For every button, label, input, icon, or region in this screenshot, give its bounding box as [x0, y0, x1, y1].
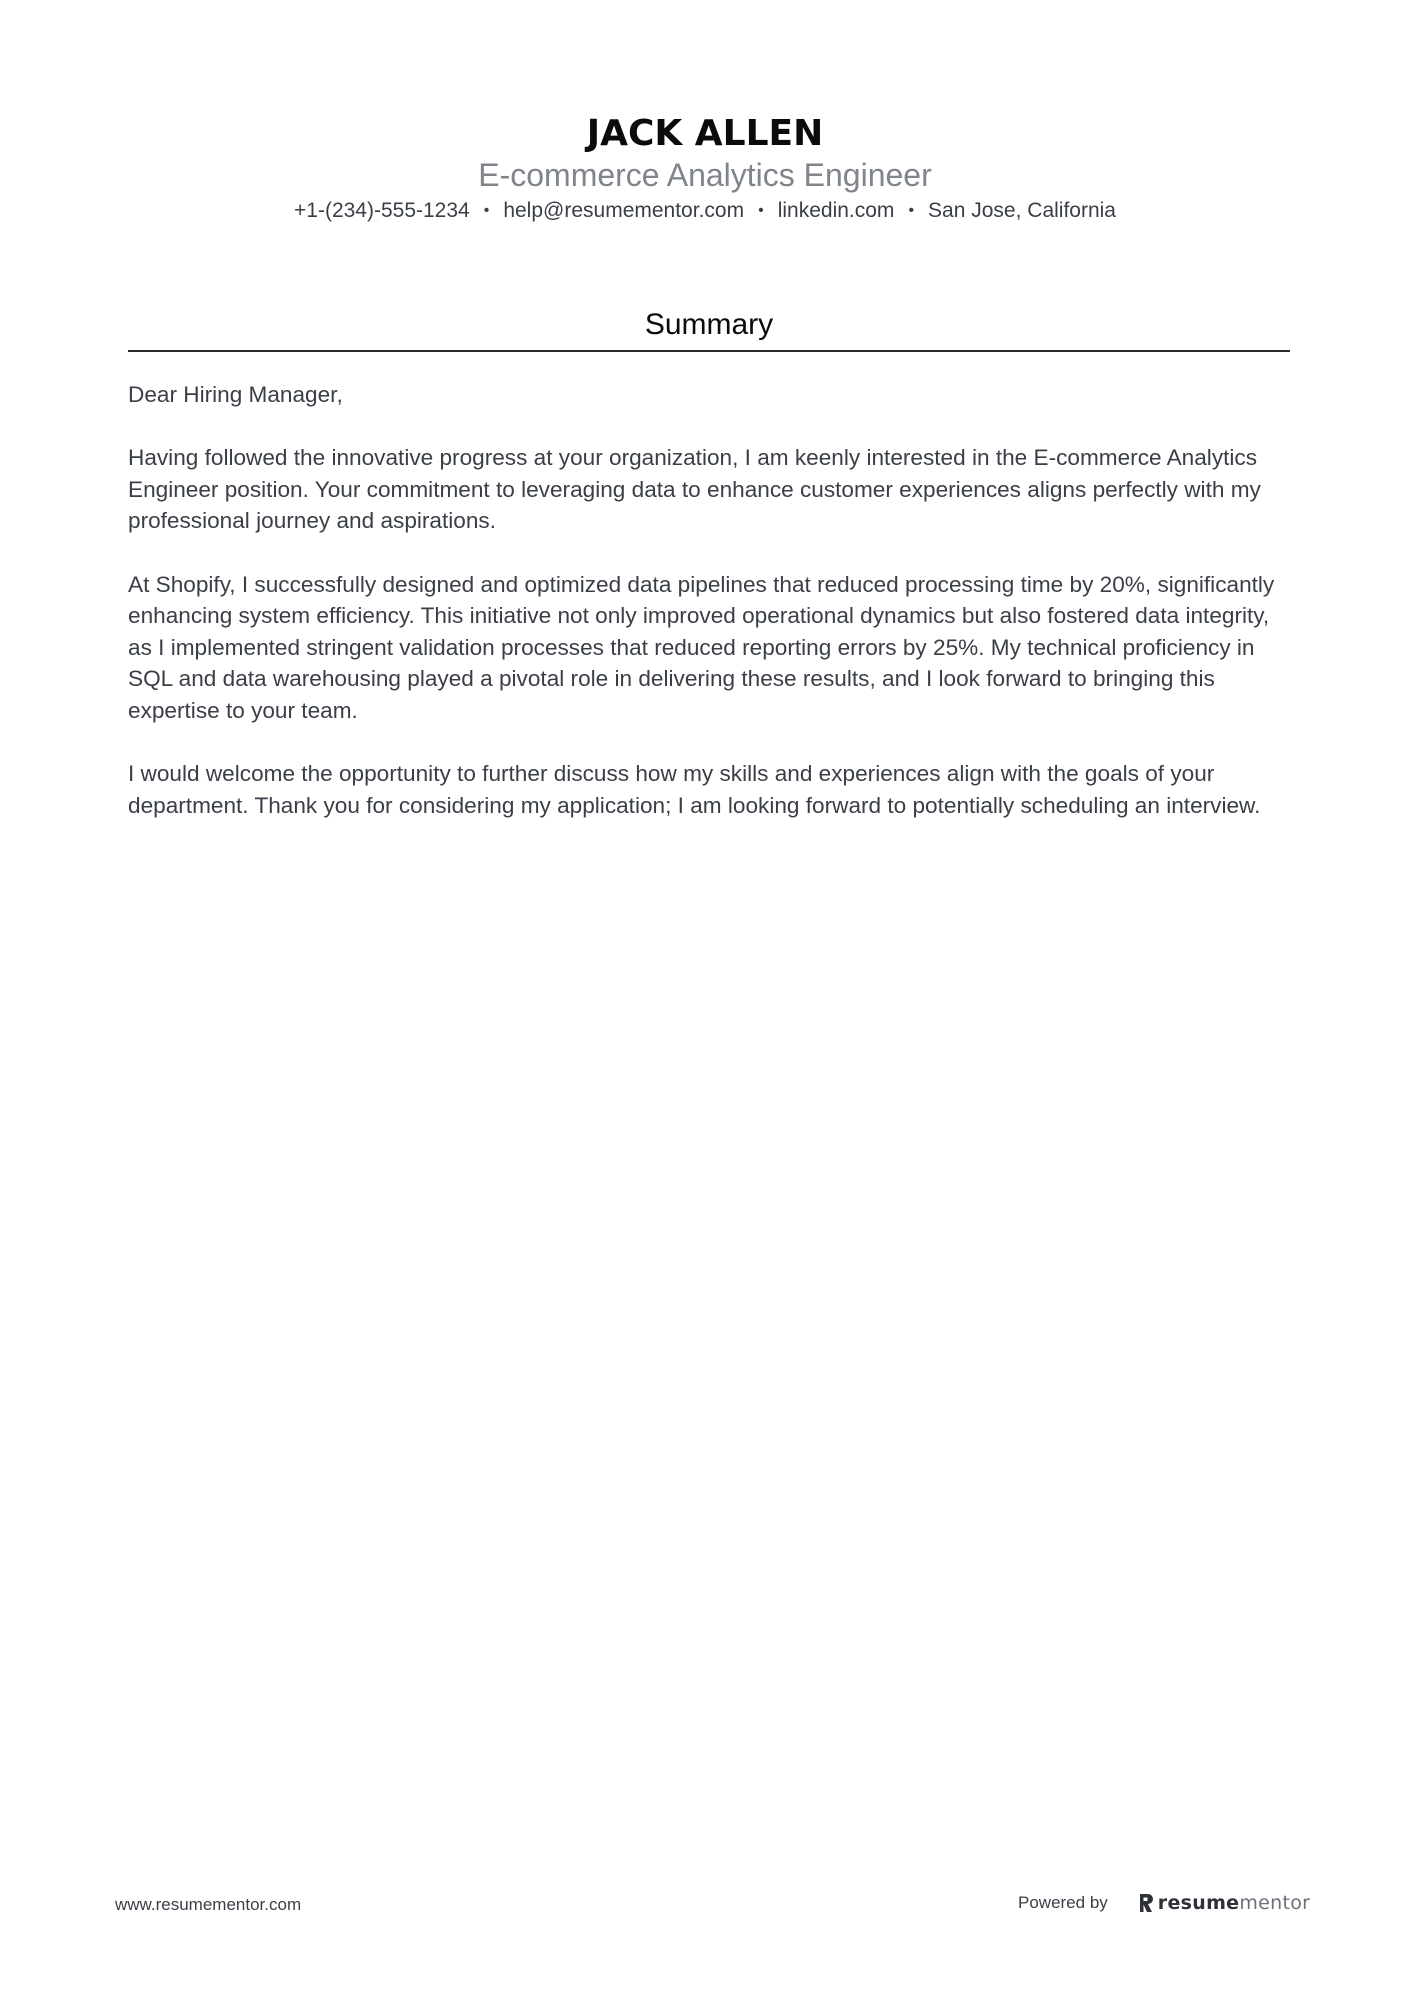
powered-by-label: Powered by: [1018, 1893, 1108, 1912]
contact-email[interactable]: help@resumementor.com: [503, 199, 745, 222]
contact-phone: +1-(234)-555-1234: [294, 199, 470, 222]
resumementor-logo[interactable]: [1138, 1892, 1311, 1914]
footer-branding: [1018, 1889, 1310, 1917]
cover-letter-body: [128, 379, 1290, 853]
job-title: E-commerce Analytics Engineer: [478, 157, 932, 193]
separator-dot: •: [908, 202, 915, 219]
contact-linkedin[interactable]: linkedin.com: [777, 199, 895, 222]
body-paragraph: At Shopify, I successfully designed and optimized data pipelines that reduced processing time by 20%, significantly enhancing system efficiency. This initiative not only improved operational dynamics but also fostered data integrity, as I implemented stringent validation processes that reduced reporting errors by 25%. My technical proficiency in SQL and data warehousing played a pivotal role in delivering these results, and I look forward to bringing this expertise to your team.: [128, 571, 1275, 723]
contact-location: San Jose, California: [928, 199, 1116, 222]
candidate-name: JACK ALLEN: [586, 113, 824, 154]
logo-text-light: mentor: [1239, 1892, 1311, 1914]
body-paragraph: Having followed the innovative progress at your organization, I am keenly interested in the E-commerce Analytics Engineer position. Your commitment to leveraging data to enhance customer experiences aligns perfectly with my professional journey and aspirations.: [128, 445, 1261, 534]
header: [0, 112, 1410, 224]
footer-website[interactable]: www.resumementor.com: [115, 1895, 302, 1914]
logo-text-bold: resume: [1157, 1892, 1240, 1914]
resumementor-logo-icon: [1138, 1892, 1154, 1914]
salutation: Dear Hiring Manager,: [128, 382, 343, 407]
separator-dot: •: [758, 202, 764, 219]
section-heading-summary: Summary: [128, 304, 1290, 352]
contact-line: [0, 198, 1410, 224]
separator-dot: •: [483, 202, 490, 219]
body-paragraph: I would welcome the opportunity to further discuss how my skills and experiences align with the goals of your department. Thank you for considering my application; I am looking forward to potentially scheduling an interview.: [128, 761, 1261, 818]
